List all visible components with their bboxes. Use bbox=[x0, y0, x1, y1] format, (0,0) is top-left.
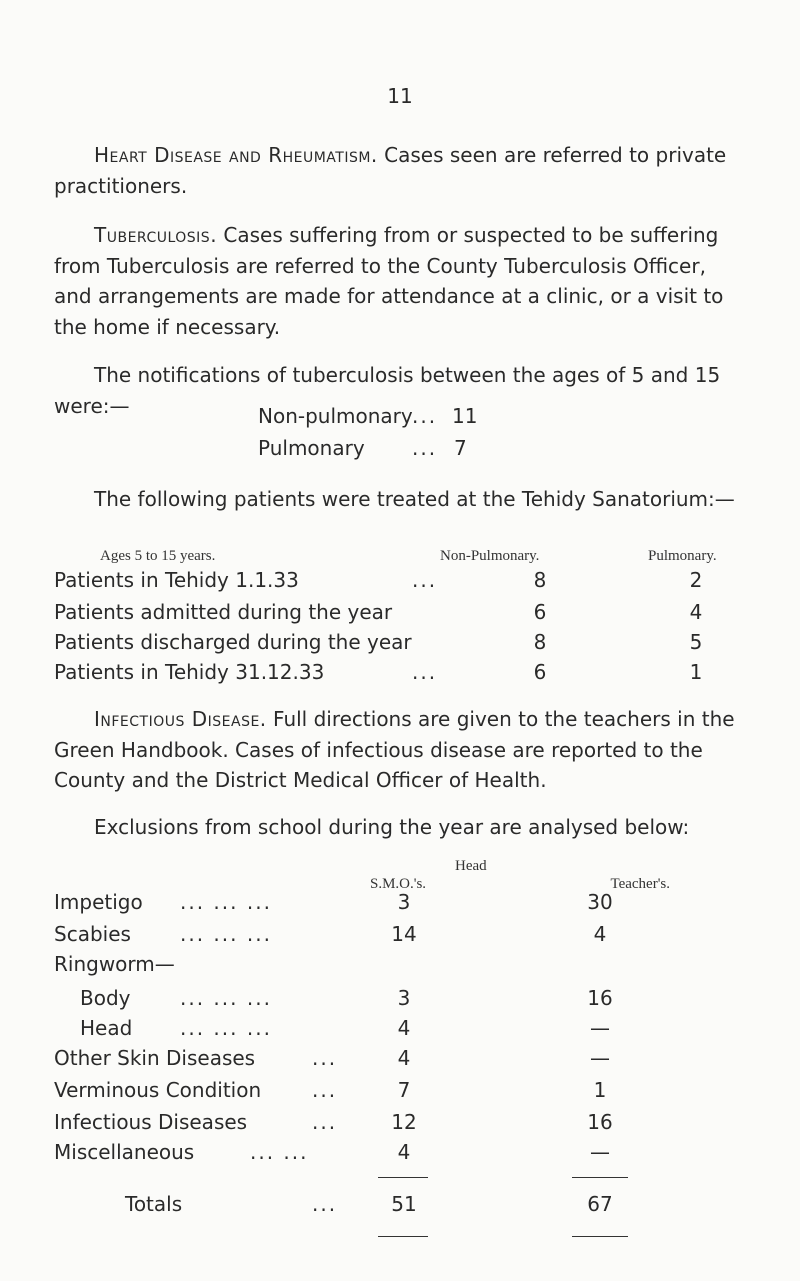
table-header-ages: Ages 5 to 15 years. bbox=[100, 548, 216, 564]
exclusion-row-dots: ... bbox=[312, 1046, 338, 1070]
exclusion-row-dots: ... bbox=[312, 1110, 338, 1134]
tuberculosis-text: Cases suffering from or suspected to be suffering from Tuberculosis are referred to the County Tuberculosis Officer, and arrangements are made for attendance at a clinic, or a visit to the home if necessary. bbox=[54, 223, 724, 339]
infectious-disease-paragraph bbox=[54, 704, 744, 796]
exclusion-row-label: Head bbox=[80, 1016, 133, 1040]
exclusions-header-smo: S.M.O.'s. bbox=[370, 876, 427, 892]
sanatorium-pulmonary-value: 2 bbox=[689, 568, 703, 592]
exclusion-row-label: Miscellaneous bbox=[54, 1140, 195, 1164]
sanatorium-non-pulmonary-value: 6 bbox=[533, 600, 547, 624]
exclusion-row-label: Ringworm— bbox=[54, 952, 175, 976]
sanatorium-row-label: Patients discharged during the year bbox=[54, 630, 412, 654]
sanatorium-row-label: Patients in Tehidy 1.1.33 bbox=[54, 568, 299, 592]
total-head-value: 67 bbox=[587, 1192, 613, 1216]
exclusion-row-label: Other Skin Diseases bbox=[54, 1046, 256, 1070]
exclusion-row-dots: ... ... bbox=[250, 1140, 309, 1164]
exclusions-paragraph bbox=[54, 812, 744, 843]
sanatorium-non-pulmonary-value: 8 bbox=[533, 568, 547, 592]
exclusion-row-dots: ... ... ... bbox=[180, 922, 272, 946]
notification-value: 11 bbox=[452, 404, 478, 428]
exclusion-smo-value: 3 bbox=[397, 890, 411, 914]
heart-disease-text: Cases seen are referred to private practitioners. bbox=[54, 143, 727, 198]
totals-dots: ... bbox=[312, 1192, 338, 1216]
exclusion-row-label: Impetigo bbox=[54, 890, 143, 914]
exclusion-smo-value: 4 bbox=[397, 1046, 411, 1070]
sanatorium-non-pulmonary-value: 6 bbox=[533, 660, 547, 684]
exclusion-smo-value: 12 bbox=[391, 1110, 417, 1134]
totals-rule-bottom-smo bbox=[378, 1236, 428, 1237]
exclusion-row-label: Verminous Condition bbox=[54, 1078, 262, 1102]
sanatorium-paragraph bbox=[54, 484, 744, 515]
sanatorium-row-dots: ... bbox=[412, 660, 438, 684]
totals-label: Totals bbox=[125, 1192, 183, 1216]
exclusions-text: Exclusions from school during the year are analysed below: bbox=[94, 815, 690, 839]
exclusion-smo-value: 3 bbox=[397, 986, 411, 1010]
notification-value: 7 bbox=[454, 436, 467, 460]
exclusion-head-value: — bbox=[590, 1016, 610, 1040]
sanatorium-row-label: Patients admitted during the year bbox=[54, 600, 393, 624]
exclusion-row-dots: ... ... ... bbox=[180, 890, 272, 914]
totals-rule-bottom-head bbox=[572, 1236, 628, 1237]
notification-label: Non-pulmonary bbox=[258, 404, 413, 428]
notification-label: Pulmonary bbox=[258, 436, 365, 460]
exclusion-row-label: Body bbox=[80, 986, 131, 1010]
page-number: 11 bbox=[387, 84, 413, 108]
notification-dots: ... bbox=[412, 404, 438, 428]
infectious-disease-heading: Infectious Disease. bbox=[94, 707, 267, 731]
exclusion-head-value: 16 bbox=[587, 986, 613, 1010]
exclusion-smo-value: 7 bbox=[397, 1078, 411, 1102]
sanatorium-pulmonary-value: 5 bbox=[689, 630, 703, 654]
infectious-disease-text: Full directions are given to the teachers in the Green Handbook. Cases of infectious disease are reported to the County and the District Medical Officer of Health. bbox=[54, 707, 735, 792]
exclusions-header-teachers: Teacher's. bbox=[610, 876, 670, 892]
sanatorium-non-pulmonary-value: 8 bbox=[533, 630, 547, 654]
sanatorium-text: The following patients were treated at the Tehidy Sanatorium:— bbox=[94, 487, 735, 511]
totals-rule-top-head bbox=[572, 1177, 628, 1178]
exclusion-smo-value: 4 bbox=[397, 1140, 411, 1164]
notifications-text: The notifications of tuberculosis between the ages of 5 and 15 were:— bbox=[54, 363, 721, 418]
table-header-pulmonary: Pulmonary. bbox=[648, 548, 717, 564]
sanatorium-row-label: Patients in Tehidy 31.12.33 bbox=[54, 660, 325, 684]
exclusion-head-value: 16 bbox=[587, 1110, 613, 1134]
tuberculosis-heading: Tuberculosis. bbox=[94, 223, 218, 247]
sanatorium-pulmonary-value: 4 bbox=[689, 600, 703, 624]
exclusion-head-value: — bbox=[590, 1140, 610, 1164]
exclusion-row-label: Scabies bbox=[54, 922, 131, 946]
heart-disease-paragraph bbox=[54, 140, 744, 201]
exclusion-head-value: 1 bbox=[593, 1078, 607, 1102]
exclusion-row-dots: ... bbox=[312, 1078, 338, 1102]
exclusion-row-dots: ... ... ... bbox=[180, 1016, 272, 1040]
exclusion-row-dots: ... ... ... bbox=[180, 986, 272, 1010]
exclusion-head-value: 30 bbox=[587, 890, 613, 914]
sanatorium-row-dots: ... bbox=[412, 568, 438, 592]
exclusions-header-head: Head bbox=[455, 858, 487, 874]
exclusion-head-value: 4 bbox=[593, 922, 607, 946]
heart-disease-heading: Heart Disease and Rheumatism. bbox=[94, 143, 378, 167]
exclusion-smo-value: 14 bbox=[391, 922, 417, 946]
table-header-non-pulmonary: Non-Pulmonary. bbox=[440, 548, 540, 564]
tuberculosis-paragraph bbox=[54, 220, 744, 342]
exclusion-smo-value: 4 bbox=[397, 1016, 411, 1040]
exclusion-head-value: — bbox=[590, 1046, 610, 1070]
totals-rule-top-smo bbox=[378, 1177, 428, 1178]
exclusion-row-label: Infectious Diseases bbox=[54, 1110, 248, 1134]
total-smo-value: 51 bbox=[391, 1192, 417, 1216]
notification-dots: ... bbox=[412, 436, 438, 460]
sanatorium-pulmonary-value: 1 bbox=[689, 660, 703, 684]
